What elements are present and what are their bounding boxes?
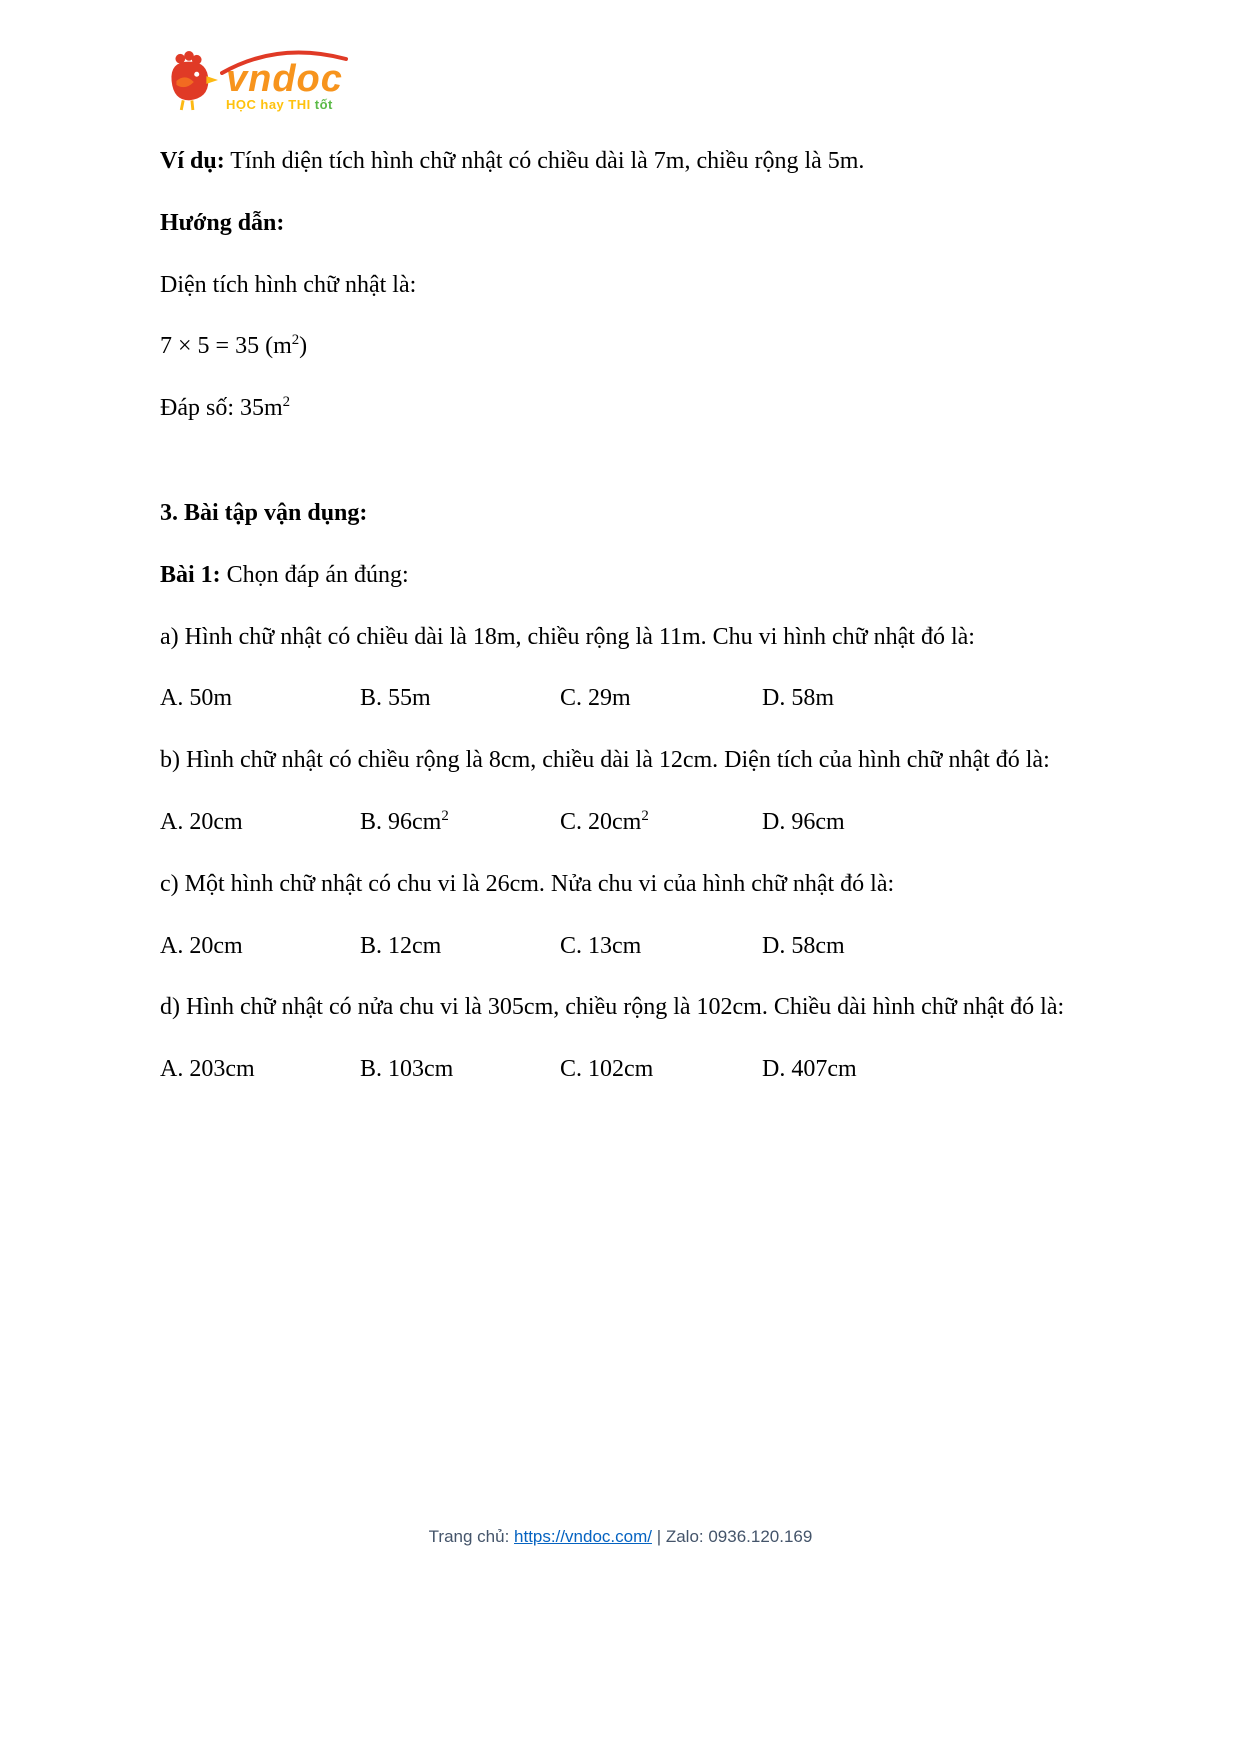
brand-text: vndoc bbox=[226, 57, 343, 100]
example-text: Tính diện tích hình chữ nhật có chiều dài là 7m, chiều rộng là 5m. bbox=[224, 148, 865, 174]
bai1-paragraph bbox=[160, 552, 1081, 599]
option-a: A. 20cm bbox=[160, 808, 243, 835]
option-c: C. 102cm bbox=[560, 1056, 654, 1083]
tagline-word: tốt bbox=[314, 96, 333, 112]
guide-heading: Hướng dẫn: bbox=[160, 209, 285, 236]
answer-superscript: 2 bbox=[282, 394, 291, 411]
question-b-text: b) Hình chữ nhật có chiều rộng là 8cm, chiều dài là 12cm. Diện tích của hình chữ nhật đó là: bbox=[160, 747, 1050, 774]
option-b: B. 55m bbox=[360, 685, 431, 712]
tagline-word: HỌC bbox=[226, 96, 257, 112]
page-footer bbox=[0, 1527, 1241, 1547]
option-b: B. 103cm bbox=[360, 1056, 454, 1083]
exercise-heading: 3. Bài tập vận dụng: bbox=[160, 499, 368, 526]
option-d: D. 96cm bbox=[762, 808, 845, 835]
footer-prefix: Trang chủ: bbox=[428, 1527, 515, 1546]
bai1-label: Bài 1: bbox=[160, 561, 221, 588]
vndoc-chicken-icon bbox=[160, 50, 218, 112]
option-b: B. $96cm^2$ bbox=[360, 807, 449, 835]
example-paragraph bbox=[160, 138, 1081, 185]
option-a: A. 50m bbox=[160, 685, 232, 712]
example-label: Ví dụ: bbox=[160, 148, 225, 174]
question-a-options bbox=[160, 675, 1081, 722]
logo-swoosh-icon bbox=[220, 49, 350, 75]
vndoc-brand-block bbox=[226, 51, 343, 112]
option-d: D. 407cm bbox=[762, 1056, 857, 1083]
footer-suffix: | Zalo: 0936.120.169 bbox=[651, 1527, 813, 1546]
tagline-word: THI bbox=[288, 96, 311, 112]
option-c: C. 13cm bbox=[560, 932, 642, 959]
tagline-word: hay bbox=[260, 96, 285, 112]
option-c: C. $20cm^2$ bbox=[560, 807, 649, 835]
option-a: A. 203cm bbox=[160, 1056, 255, 1083]
guide-line1: Diện tích hình chữ nhật là: bbox=[160, 271, 417, 298]
option-d: D. 58cm bbox=[762, 932, 845, 959]
formula-superscript: 2 bbox=[291, 332, 300, 349]
footer-home-link[interactable]: https://vndoc.com/ bbox=[514, 1527, 652, 1546]
bai1-text: Chọn đáp án đúng: bbox=[220, 561, 409, 588]
option-d: D. 58m bbox=[762, 685, 834, 712]
vndoc-logo bbox=[160, 50, 1081, 112]
question-d-text: d) Hình chữ nhật có nửa chu vi là 305cm, chiều rộng là 102cm. Chiều dài hình chữ nhật đó là: bbox=[160, 994, 1065, 1021]
question-d-options bbox=[160, 1046, 1081, 1093]
question-b-options bbox=[160, 799, 1081, 846]
option-c: C. 29m bbox=[560, 685, 631, 712]
question-c-text: c) Một hình chữ nhật có chu vi là 26cm. Nửa chu vi của hình chữ nhật đó là: bbox=[160, 870, 895, 897]
question-c-options bbox=[160, 923, 1081, 970]
guide-answer: Đáp số: $35m^2$ bbox=[160, 394, 291, 422]
brand-tagline bbox=[226, 97, 343, 112]
option-a: A. 20cm bbox=[160, 932, 243, 959]
option-b: B. 12cm bbox=[360, 932, 442, 959]
guide-formula: 7 × 5 = 35 $(m^2)$ bbox=[160, 332, 308, 360]
question-a-text: a) Hình chữ nhật có chiều dài là 18m, chiều rộng là 11m. Chu vi hình chữ nhật đó là: bbox=[160, 623, 975, 650]
